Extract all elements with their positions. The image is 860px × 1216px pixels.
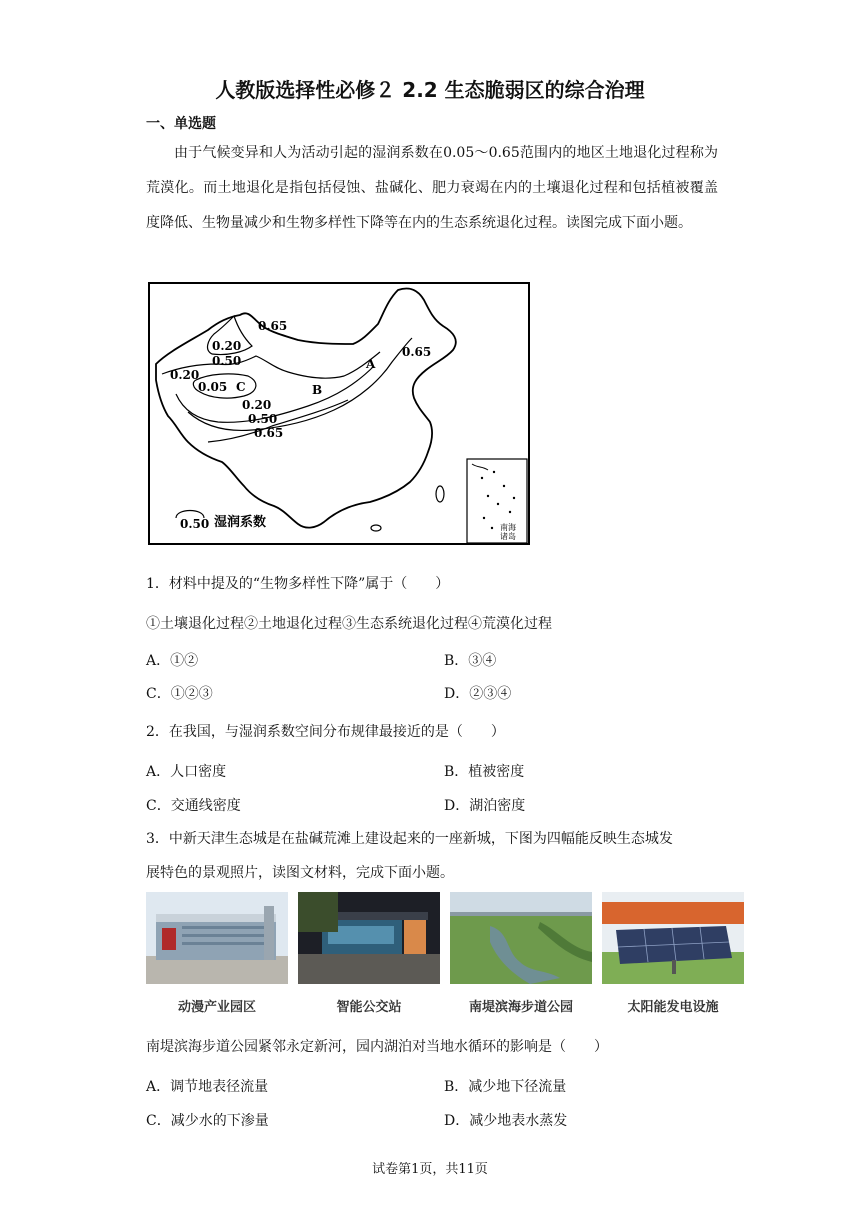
q2-option-b[interactable]: B．植被密度 <box>444 764 525 780</box>
photo-caption-2: 智能公交站 <box>336 1000 402 1015</box>
photo-smart-bus-stop <box>298 892 440 984</box>
q1-option-a[interactable]: A．①② <box>146 653 199 669</box>
label-a: A <box>366 357 376 371</box>
label-b: B <box>312 383 323 397</box>
question-3-stem-line2: 展特色的景观照片，读图文材料，完成下面小题。 <box>146 865 454 881</box>
question-1-items: ①土壤退化过程②土地退化过程③生态系统退化过程④荒漠化过程 <box>146 616 552 632</box>
south-china-sea-inset <box>467 459 527 543</box>
section-heading: 一、单选题 <box>146 116 216 132</box>
photo-solar-facility <box>602 892 744 984</box>
label-020-top: 0.20 <box>212 339 242 353</box>
q1-option-b[interactable]: B．③④ <box>444 653 497 669</box>
label-065-west: 0.65 <box>258 319 288 333</box>
legend-text: 湿润系数 <box>214 515 267 530</box>
question-3-stem-line1: 3．中新天津生态城是在盐碱荒滩上建设起来的一座新城，下图为四幅能反映生态城发 <box>146 831 673 847</box>
q3-option-c[interactable]: C．减少水的下渗量 <box>146 1113 269 1129</box>
q2-option-d[interactable]: D．湖泊密度 <box>444 798 526 814</box>
q3-option-b[interactable]: B．减少地下径流量 <box>444 1079 567 1095</box>
q1-option-c[interactable]: C．①②③ <box>146 686 213 702</box>
photo-strip <box>146 892 744 1022</box>
label-050-top: 0.50 <box>212 354 242 368</box>
label-c: C <box>236 380 246 394</box>
intro-paragraph: 由于气候变异和人为活动引起的湿润系数在0.05～0.65范围内的地区土地退化过程称为荒漠化。而土地退化是指包括侵蚀、盐碱化、肥力衰竭在内的土壤退化过程和包括植被覆盖度降低、生物量减少和生物多样性下降等在内的生态系统退化过程。读图完成下面小题。 <box>146 145 718 231</box>
question-3-question: 南堤滨海步道公园紧邻永定新河，园内湖泊对当地水循环的影响是（ ） <box>146 1039 608 1055</box>
photo-caption-4: 太阳能发电设施 <box>627 1000 719 1015</box>
label-065-east: 0.65 <box>402 345 432 359</box>
humidity-map <box>148 282 530 545</box>
q2-option-c[interactable]: C．交通线密度 <box>146 798 241 814</box>
label-020-left: 0.20 <box>170 368 200 382</box>
inset-label-1: 南海 <box>500 523 516 532</box>
page-title: 人教版选择性必修２ 2.2 生态脆弱区的综合治理 <box>215 78 645 102</box>
label-005: 0.05 <box>198 380 228 394</box>
photo-animation-park <box>146 892 288 984</box>
q3-option-a[interactable]: A．调节地表径流量 <box>146 1079 269 1095</box>
q1-option-d[interactable]: D．②③④ <box>444 686 512 702</box>
page-footer: 试卷第1页，共11页 <box>372 1162 488 1177</box>
inset-label-2: 诸岛 <box>500 532 516 541</box>
label-065-mid: 0.65 <box>254 426 284 440</box>
q3-option-d[interactable]: D．减少地表水蒸发 <box>444 1113 568 1129</box>
question-1-stem: 1．材料中提及的“生物多样性下降”属于（ ） <box>146 576 450 592</box>
question-2-stem: 2．在我国，与湿润系数空间分布规律最接近的是（ ） <box>146 724 505 740</box>
label-050-mid: 0.50 <box>248 412 278 426</box>
photo-caption-3: 南堤滨海步道公园 <box>468 1000 573 1015</box>
legend-value: 0.50 <box>180 517 210 531</box>
photo-seaside-park <box>450 892 592 984</box>
label-020-mid: 0.20 <box>242 398 272 412</box>
photo-caption-1: 动漫产业园区 <box>177 1000 256 1015</box>
q2-option-a[interactable]: A．人口密度 <box>146 764 227 780</box>
